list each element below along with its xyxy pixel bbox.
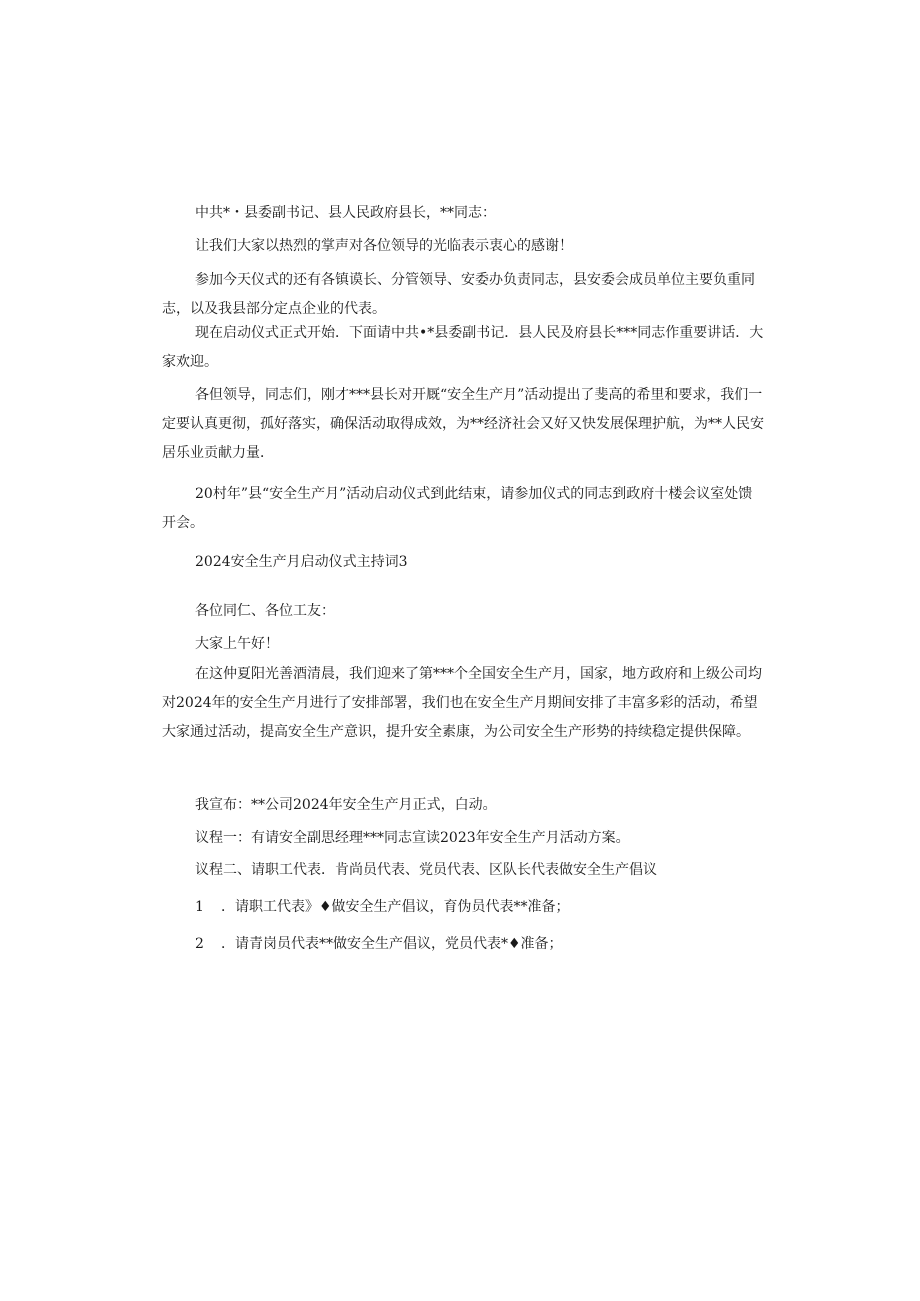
list-item-text: ．请职工代表》♦做安全生产倡议，育伪员代表**准备；: [221, 899, 570, 915]
paragraph-announcement: 我宣布：**公司2024年安全生产月正式，白动。: [195, 797, 497, 813]
list-item-number: 1: [195, 899, 204, 915]
paragraph-agenda-one: 议程一：有请安全副思经理***同志宣读2023年安全生产月活动方案。: [195, 830, 630, 846]
paragraph-safety-month-intro: 在这仲夏阳光善酒清晨，我们迎来了第***个全国安全生产月，国家，地方政府和上级公司均对2024年的安全生产月进行了安排部署，我们也在安全生产月期间安排了丰富多彩的活动，希望大家通过活动，提高安全生产意识，提升安全素康，为公司安全生产形势的持续稳定提供保障。: [162, 666, 762, 740]
paragraph-ceremony-start: 现在启动仪式正式开始．下面请中共•*县委副书记．县人民及府县长***同志作重要讲话．大家欢迎。: [162, 325, 764, 370]
paragraph-agenda-two: 议程二、请职工代表．肯尚员代表、党员代表、区队长代表做安全生产倡议: [195, 862, 657, 878]
paragraph-leader-remarks: 各但领导，同志们，刚才***县长对开厩“安全生产月”活动提出了斐高的希里和要求，我们一定要认真更彻，孤好落实，确保活动取得成效，为**经济社会又好又快发展保理护航，为**人民安居乐业贡献力量．: [162, 387, 764, 461]
list-item: [195, 893, 570, 922]
paragraph-greeting: 大家上午好！: [195, 636, 279, 652]
list-item-text: ．请青岗员代表**做安全生产倡议，党员代表*♦准备；: [221, 936, 563, 952]
paragraph-applause: 让我们大家以热烈的掌声对各位领导的光临表示衷心的感谢！: [195, 238, 573, 254]
paragraph-closing: 20村年”县“安全生产月”活动启动仪式到此结束，请参加仪式的同志到政府十楼会议室处馈开会。: [162, 486, 753, 531]
section-heading: 2024安全生产月启动仪式主持词3: [195, 554, 408, 570]
paragraph-salutation-colleagues: 各位同仁、各位工友：: [195, 603, 335, 619]
paragraph-attendees: 参加今天仪式的还有各镇谟长、分管领导、安委办负责同志，县安委会成员单位主要负重同志，以及我县部分定点企业的代表。: [162, 272, 755, 317]
paragraph-salutation-leader: 中共*・县委副书记、县人民政府县长，**同志：: [195, 205, 496, 221]
list-item-number: 2: [195, 936, 204, 952]
list-item: [195, 930, 563, 959]
